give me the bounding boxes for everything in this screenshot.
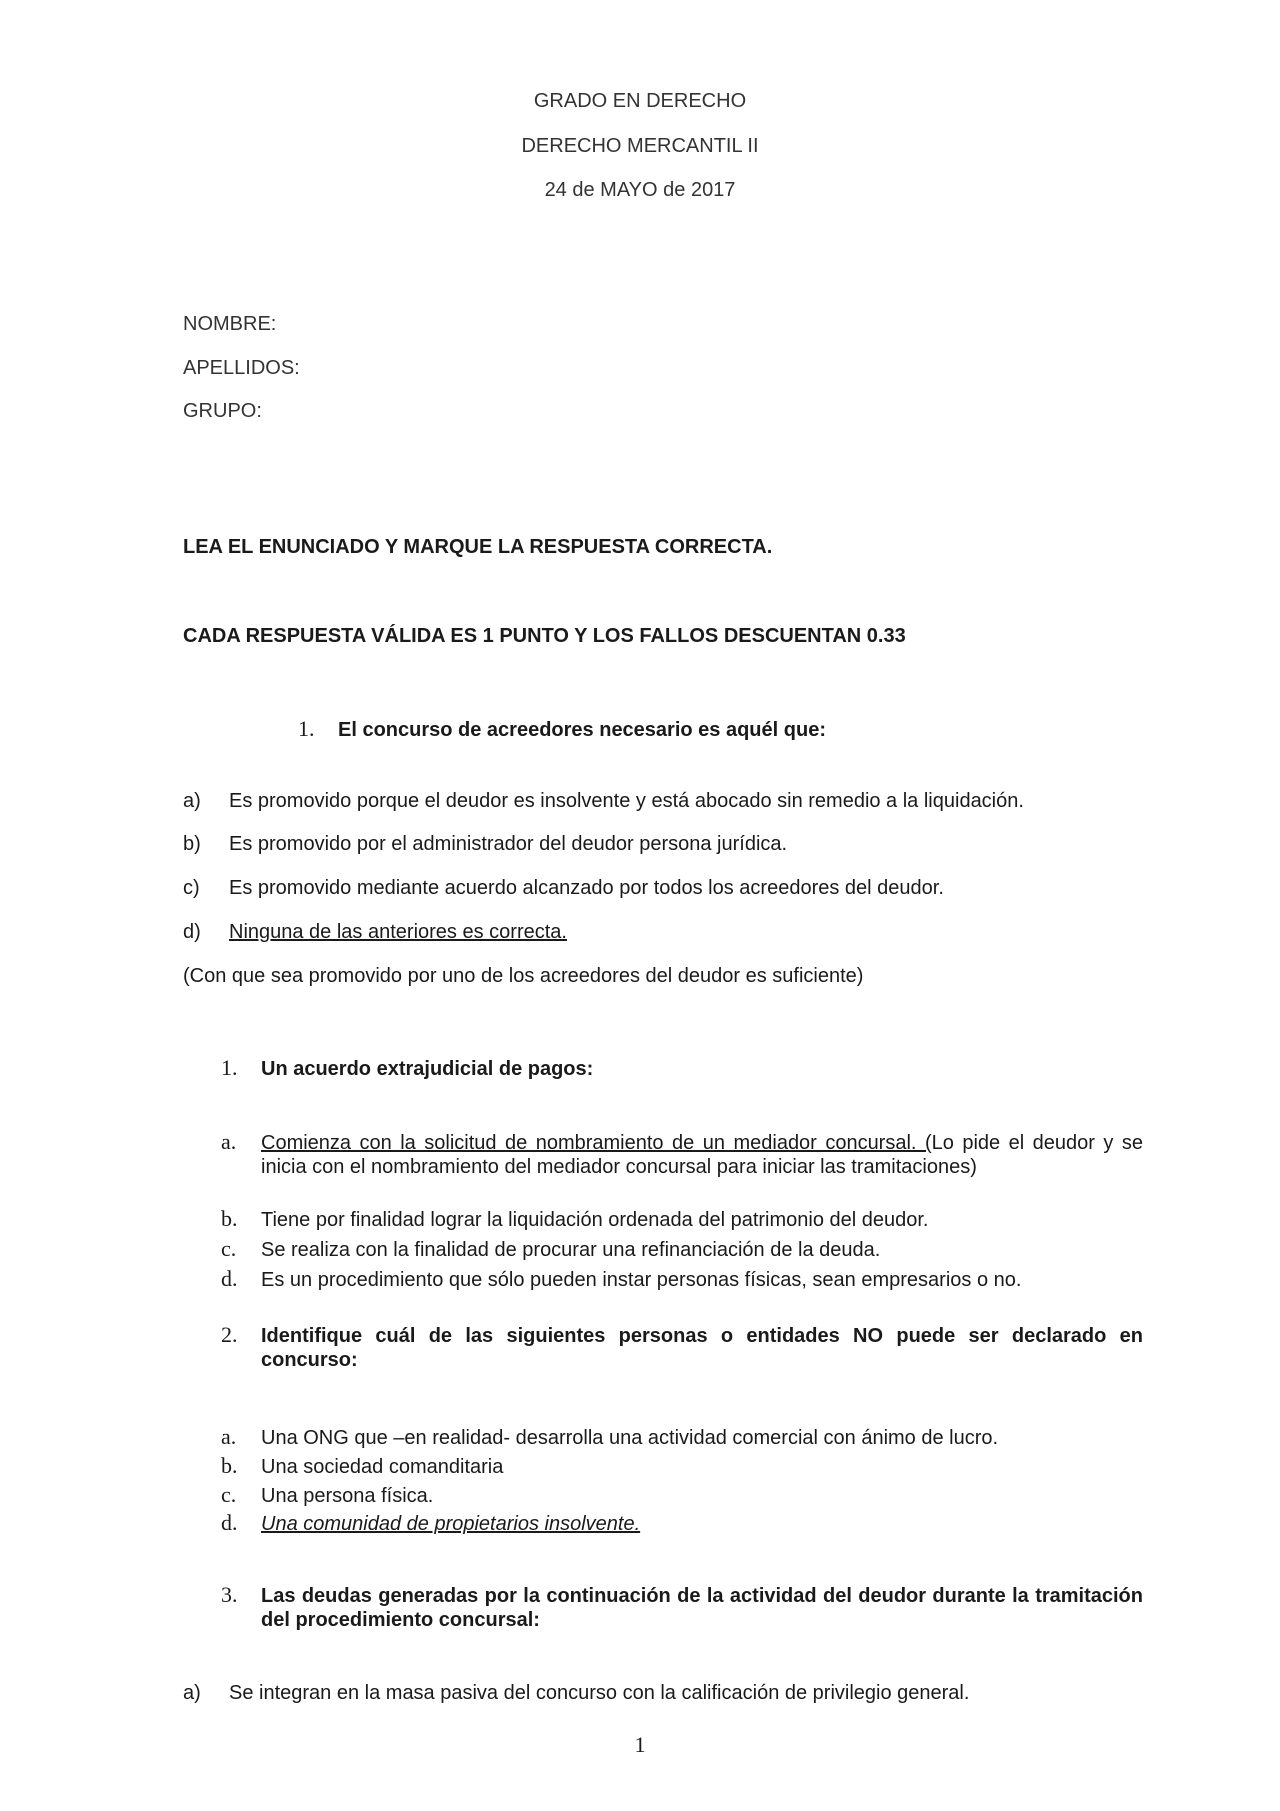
- question-2-option-a-text: Lo pide el deudor y se inicia con el nombramiento del mediador concursal para iniciar las tramitaciones): [261, 1132, 1143, 1178]
- instruction-mark-answer: LEA EL ENUNCIADO Y MARQUE LA RESPUESTA CORRECTA.: [183, 536, 773, 558]
- question-3-option-a: Una ONG que –en realidad- desarrolla una actividad comercial con ánimo de lucro.: [261, 1427, 999, 1449]
- question-1-option-a: Es promovido porque el deudor es insolvente y está abocado sin remedio a la liquidación.: [229, 790, 1024, 812]
- question-2-option-a: [261, 1131, 1143, 1179]
- question-2-option-c-letter: c.: [221, 1236, 237, 1261]
- header-date: 24 de MAYO de 2017: [544, 179, 736, 201]
- question-4-text: Las deudas generadas por la continuación de la actividad del deudor durante la tramitación del procedimiento concursal:: [261, 1585, 1143, 1631]
- question-1-option-c-letter: c): [183, 877, 200, 899]
- page-number: 1: [634, 1732, 646, 1757]
- question-3-option-a-letter: a.: [221, 1424, 237, 1449]
- question-3-option-c: Una persona física.: [261, 1485, 434, 1507]
- question-1-option-d: [183, 920, 567, 944]
- question-4-option-a-letter: a): [183, 1682, 201, 1704]
- question-3-option-d-letter: d.: [221, 1510, 238, 1535]
- question-1-number: 1.: [298, 716, 315, 741]
- question-3-option-b-letter: b.: [221, 1453, 238, 1478]
- question-2-option-b-letter: b.: [221, 1206, 238, 1231]
- field-grupo: GRUPO:: [183, 400, 262, 422]
- question-1-option-d-letter: d): [183, 921, 201, 943]
- question-1-option-d-text: Ninguna de las anteriores es correcta.: [229, 921, 567, 943]
- question-2-option-a-letter: a.: [221, 1129, 237, 1154]
- question-2-option-d: Es un procedimiento que sólo pueden instar personas físicas, sean empresarios o no.: [261, 1269, 1022, 1291]
- question-3-option-d: Una comunidad de propietarios insolvente.: [261, 1513, 641, 1535]
- question-3-number: 2.: [221, 1322, 238, 1347]
- question-1-option-b-letter: b): [183, 833, 201, 855]
- question-2-text: Un acuerdo extrajudicial de pagos:: [261, 1058, 594, 1080]
- question-2-number: 1.: [221, 1055, 238, 1080]
- question-4-number: 3.: [221, 1582, 238, 1607]
- question-2-option-c: Se realiza con la finalidad de procurar una refinanciación de la deuda.: [261, 1239, 881, 1261]
- field-apellidos: APELLIDOS:: [183, 357, 300, 379]
- question-3-option-b: Una sociedad comanditaria: [261, 1456, 504, 1478]
- question-4-option-a: Se integran en la masa pasiva del concurso con la calificación de privilegio general.: [229, 1682, 970, 1704]
- header-course: DERECHO MERCANTIL II: [521, 135, 759, 157]
- question-3-option-c-letter: c.: [221, 1482, 237, 1507]
- question-3-text: Identifique cuál de las siguientes personas o entidades NO puede ser declarado en concurso:: [261, 1325, 1143, 1371]
- question-1-note: (Con que sea promovido por uno de los acreedores del deudor es suficiente): [183, 965, 864, 987]
- question-2-option-b: Tiene por finalidad lograr la liquidación ordenada del patrimonio del deudor.: [261, 1209, 929, 1231]
- question-2-option-a-underlined: Comienza con la solicitud de nombramiento de un mediador concursal. (: [261, 1132, 932, 1154]
- instruction-scoring: CADA RESPUESTA VÁLIDA ES 1 PUNTO Y LOS FALLOS DESCUENTAN 0.33: [183, 625, 906, 647]
- question-1-text: El concurso de acreedores necesario es aquél que:: [338, 719, 826, 741]
- question-1-option-c: Es promovido mediante acuerdo alcanzado por todos los acreedores del deudor.: [229, 877, 944, 899]
- field-nombre: NOMBRE:: [183, 313, 277, 335]
- question-1-option-b: Es promovido por el administrador del deudor persona jurídica.: [229, 833, 788, 855]
- header-degree: GRADO EN DERECHO: [533, 90, 747, 112]
- question-2-option-d-letter: d.: [221, 1266, 238, 1291]
- question-1-option-a-letter: a): [183, 790, 201, 812]
